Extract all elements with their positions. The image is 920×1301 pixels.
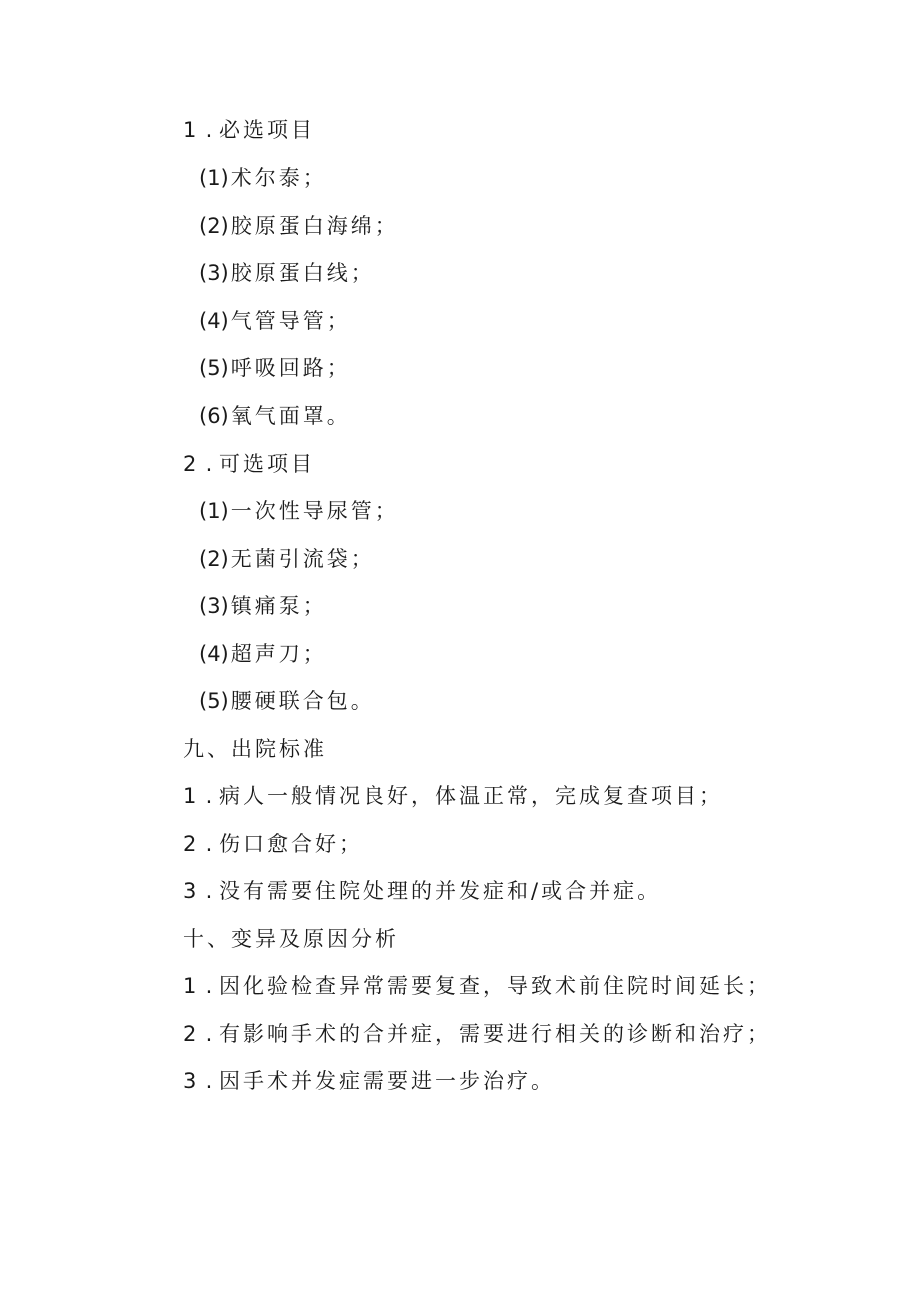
item-index: (6) [199, 404, 229, 428]
item-text: 腰硬联合包。 [230, 689, 375, 713]
discharge-criterion [183, 876, 661, 906]
item-number: 2 [183, 1022, 197, 1046]
item-number: 3 [183, 879, 197, 903]
required-item [199, 163, 327, 193]
item-index: (4) [199, 642, 229, 666]
item-number: 1 [183, 974, 197, 998]
optional-items-heading [183, 449, 315, 479]
discharge-criterion [183, 829, 363, 859]
item-index: (2) [199, 214, 229, 238]
item-text: 镇痛泵； [230, 594, 327, 618]
item-index: (3) [199, 594, 229, 618]
item-index: (2) [199, 547, 229, 571]
item-separator: . [205, 879, 213, 903]
item-separator: . [205, 1069, 213, 1093]
item-separator: . [205, 784, 213, 808]
variance-reason [183, 1066, 555, 1096]
item-text: 因化验检查异常需要复查，导致术前住院时间延长； [219, 974, 771, 998]
item-text: 呼吸回路； [230, 356, 351, 380]
item-index: (1) [199, 166, 229, 190]
variance-reason [183, 971, 771, 1001]
item-text: 胶原蛋白线； [230, 261, 375, 285]
discharge-criteria-heading: 九、出院标准 [183, 737, 327, 761]
required-item [199, 401, 351, 431]
item-index: (5) [199, 356, 229, 380]
optional-item [199, 591, 327, 621]
item-text: 氧气面罩。 [230, 404, 351, 428]
item-text: 一次性导尿管； [230, 499, 399, 523]
required-items-heading [183, 115, 315, 145]
item-number: 2 [183, 832, 197, 856]
item-index: (1) [199, 499, 229, 523]
item-text: 因手术并发症需要进一步治疗。 [219, 1069, 555, 1093]
required-item [199, 211, 399, 241]
optional-item [199, 686, 375, 716]
item-text: 病人一般情况良好，体温正常，完成复查项目； [219, 784, 723, 808]
required-item [199, 258, 375, 288]
item-index: (4) [199, 309, 229, 333]
required-item [199, 353, 351, 383]
item-text: 气管导管； [230, 309, 351, 333]
item-number: 3 [183, 1069, 197, 1093]
item-number: 1 [183, 784, 197, 808]
variance-analysis-heading: 十、变异及原因分析 [183, 927, 399, 951]
item-index: (5) [199, 689, 229, 713]
heading-separator: . [205, 452, 213, 476]
heading-number: 2 [183, 452, 197, 476]
discharge-criterion [183, 781, 723, 811]
heading-title: 可选项目 [219, 452, 315, 476]
heading-separator: . [205, 118, 213, 142]
heading-number: 1 [183, 118, 197, 142]
item-text: 术尔泰； [230, 166, 327, 190]
variance-reason [183, 1019, 771, 1049]
item-separator: . [205, 1022, 213, 1046]
required-item [199, 306, 351, 336]
item-text: 胶原蛋白海绵； [230, 214, 399, 238]
item-text: 没有需要住院处理的并发症和/或合并症。 [219, 879, 662, 903]
item-text: 超声刀； [230, 642, 327, 666]
item-text: 有影响手术的合并症，需要进行相关的诊断和治疗； [219, 1022, 771, 1046]
heading-title: 必选项目 [219, 118, 315, 142]
item-separator: . [205, 832, 213, 856]
item-text: 伤口愈合好； [219, 832, 363, 856]
item-index: (3) [199, 261, 229, 285]
optional-item [199, 496, 399, 526]
optional-item [199, 639, 327, 669]
item-separator: . [205, 974, 213, 998]
item-text: 无菌引流袋； [230, 547, 375, 571]
optional-item [199, 544, 375, 574]
